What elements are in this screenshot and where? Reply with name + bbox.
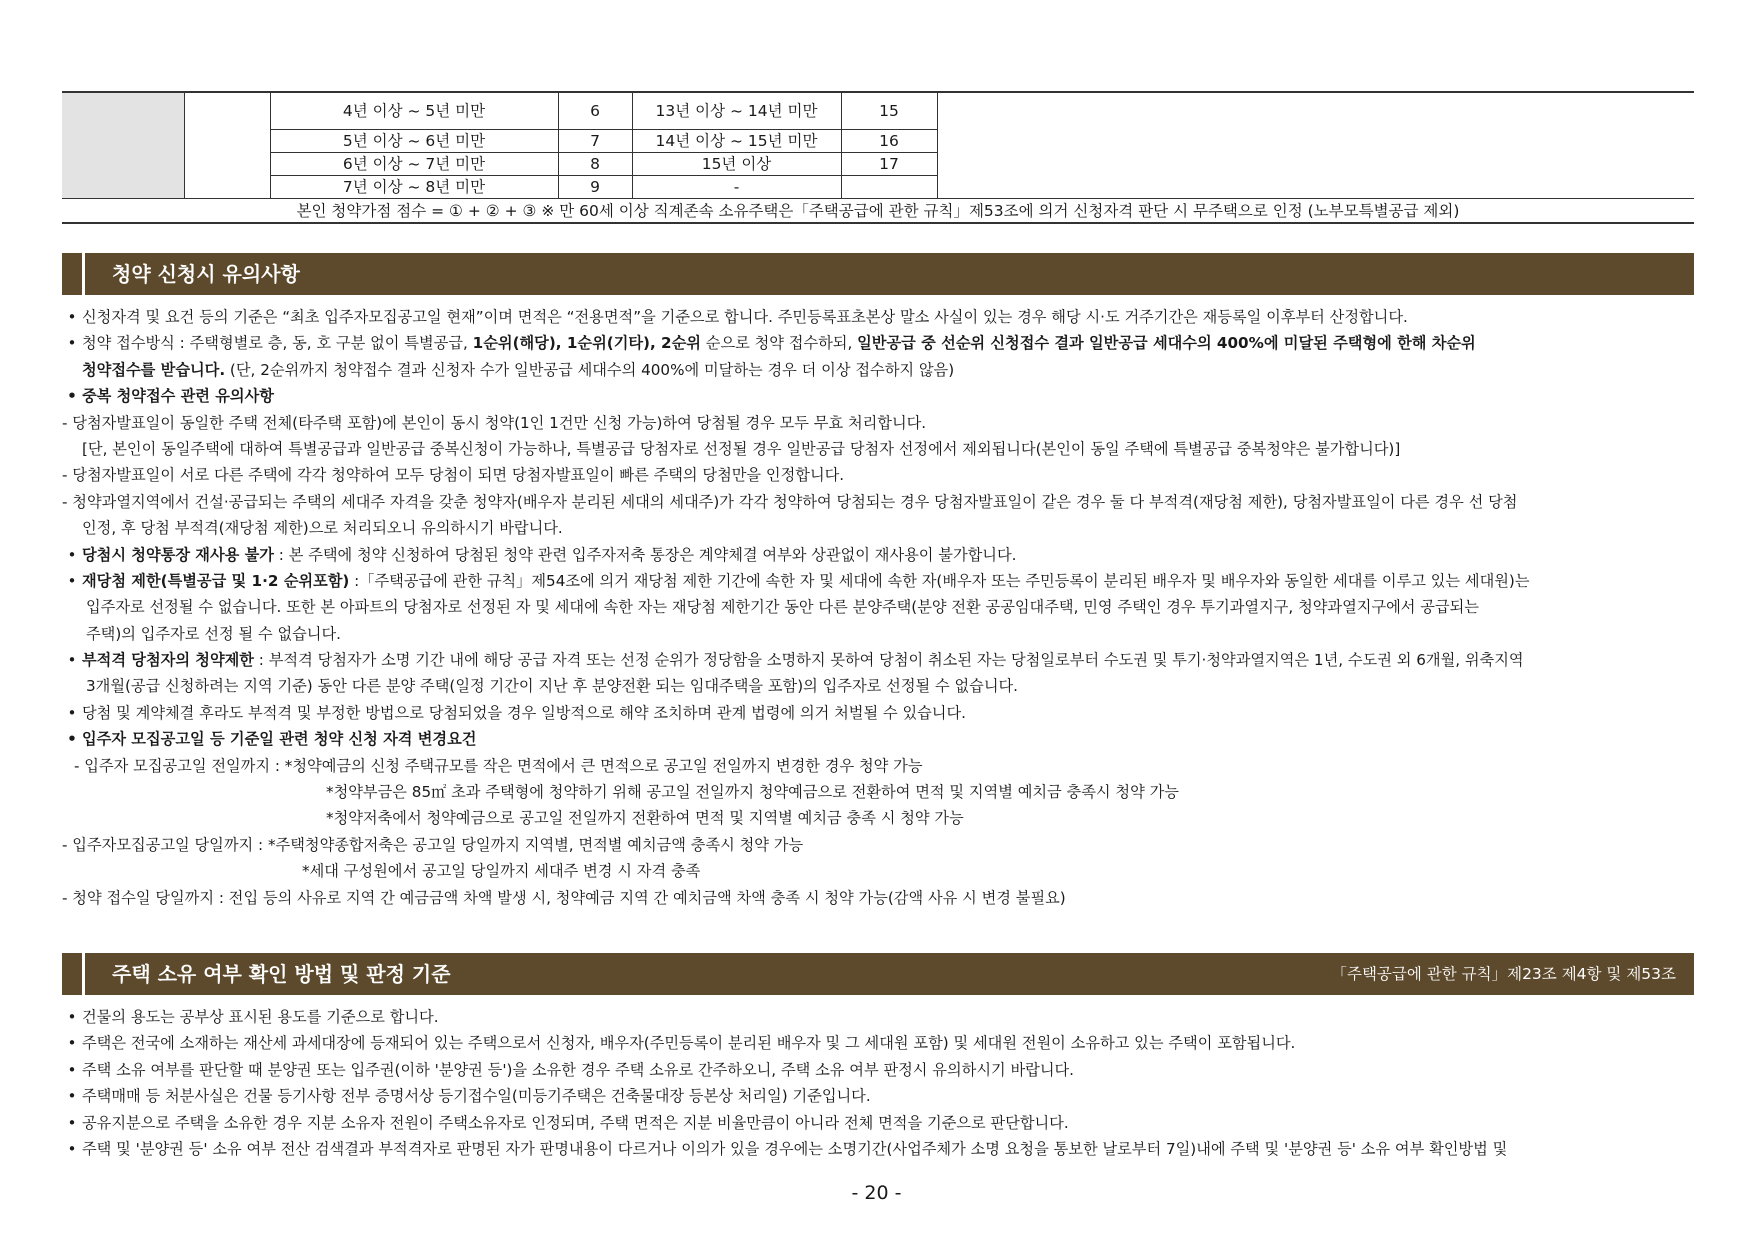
blank-cell — [184, 92, 270, 199]
list-item: - 입주자모집공고일 당일까지 : *주택청약종합저축은 공고일 당일까지 지역별, 면적별 예치금액 충족시 청약 가능 — [62, 835, 804, 854]
section-header-application-notes — [62, 253, 1694, 295]
list-item-continuation: 3개월(공급 신청하려는 지역 기준) 동안 다른 분양 주택(일정 기간이 지난 후 분양전환 되는 임대주택을 포함)의 입주자로 선정될 수 없습니다. — [86, 677, 1019, 696]
list-item: - 청약 접수일 당일까지 : 전입 등의 사유로 지역 간 예금금액 차액 발생 시, 청약예금 지역 간 예치금액 차액 충족 시 청약 가능(감액 사유 시 변경 불필요) — [62, 888, 1066, 907]
list-item: - 입주자 모집공고일 전일까지 : *청약예금의 신청 주택규모를 작은 면적에서 큰 면적으로 공고일 전일까지 변경한 경우 청약 가능 — [74, 756, 923, 775]
score-cell: 17 — [841, 153, 937, 176]
list-item: • 주택 소유 여부를 판단할 때 분양권 또는 입주권(이하 '분양권 등')을 소유한 경우 주택 소유로 간주하오니, 주택 소유 여부 판정시 유의하시기 바랍니다. — [62, 1057, 1702, 1083]
score-cell: 7 — [558, 130, 632, 153]
row-header-cell — [62, 92, 184, 199]
score-cell: 15 — [841, 92, 937, 130]
list-item: • 중복 청약접수 관련 유의사항 — [62, 383, 1702, 409]
bullet-icon: • — [67, 308, 77, 326]
bullet-icon: • — [67, 1008, 77, 1026]
header-accent-bar — [82, 253, 85, 295]
list-item: • 청약 접수방식 : 주택형별로 층, 동, 호 구분 없이 특별공급, 1순위(해당), 1순위(기타), 2순위 순으로 청약 접수하되, 일반공급 중 선순위 신청접수 결과 일반공급 세대수의 400%에 미달된 주택형에 한해 차순위 — [62, 330, 1702, 356]
score-table — [62, 91, 1694, 224]
list-item-continuation: *청약부금은 85㎡ 초과 주택형에 청약하기 위해 공고일 전일까지 청약예금으로 전환하여 면적 및 지역별 예치금 충족시 청약 가능 — [326, 783, 1179, 802]
list-item: • 주택 및 '분양권 등' 소유 여부 전산 검색결과 부적격자로 판명된 자가 판명내용이 다르거나 이의가 있을 경우에는 소명기간(사업주체가 소명 요청을 통보한 날로부터 7일)내에 주택 및 '분양권 등' 소유 여부 확인방법 및 — [62, 1136, 1702, 1162]
period-cell: 13년 이상 ~ 14년 미만 — [632, 92, 841, 130]
list-item: • 공유지분으로 주택을 소유한 경우 지분 소유자 전원이 주택소유자로 인정되며, 주택 면적은 지분 비율만큼이 아니라 전체 면적을 기준으로 판단합니다. — [62, 1110, 1702, 1136]
list-item-continuation: 입주자로 선정될 수 없습니다. 또한 본 아파트의 당첨자로 선정된 자 및 세대에 속한 자는 재당첨 제한기간 동안 다른 분양주택(분양 전환 공공임대주택, 민영 주택인 경우 투기과열지구, 청약과열지구에서 공급되는 — [86, 598, 1479, 617]
bullet-icon: • — [67, 1139, 77, 1158]
section-reference: 「주택공급에 관한 규칙」제23조 제4항 및 제53조 — [1331, 965, 1676, 983]
bullet-icon: • — [67, 730, 77, 749]
score-cell: 8 — [558, 153, 632, 176]
score-cell: 9 — [558, 176, 632, 199]
list-item-continuation: [단, 본인이 동일주택에 대하여 특별공급과 일반공급 중복신청이 가능하나, 특별공급 당첨자로 선정될 경우 일반공급 당첨자 선정에서 제외됩니다(본인이 동일 주택에 특별공급 중복청약은 불가합니다)] — [82, 439, 1401, 458]
period-cell: 14년 이상 ~ 15년 미만 — [632, 130, 841, 153]
period-cell: 5년 이상 ~ 6년 미만 — [270, 130, 558, 153]
period-cell: 15년 이상 — [632, 153, 841, 176]
bullet-icon: • — [67, 334, 77, 353]
bullet-icon: • — [67, 387, 77, 406]
score-cell — [841, 176, 937, 199]
bullet-icon: • — [67, 1113, 77, 1132]
list-item: • 주택은 전국에 소재하는 재산세 과세대장에 등재되어 있는 주택으로서 신청자, 배우자(주민등록이 분리된 배우자 및 그 세대원 포함) 및 세대원 전원이 소유하고 있는 주택이 포함됩니다. — [62, 1030, 1702, 1056]
bullet-icon: • — [67, 1034, 77, 1053]
period-cell: 4년 이상 ~ 5년 미만 — [270, 92, 558, 130]
list-item: • 당첨 및 계약체결 후라도 부적격 및 부정한 방법으로 당첨되었을 경우 일방적으로 해약 조치하며 관계 법령에 의거 처벌될 수 있습니다. — [62, 700, 1702, 726]
list-item: • 신청자격 및 요건 등의 기준은 “최초 입주자모집공고일 현재”이며 면적은 “전용면적”을 기준으로 합니다. 주민등록표초본상 말소 사실이 있는 경우 해당 시·도 거주기간은 재등록일 이후부터 산정합니다. — [62, 304, 1702, 330]
list-item: • 입주자 모집공고일 등 기준일 관련 청약 신청 자격 변경요건 — [62, 726, 1702, 752]
list-item-continuation: 인정, 후 당첨 부적격(재당첨 제한)으로 처리되오니 유의하시기 바랍니다. — [82, 519, 563, 538]
bullet-icon: • — [67, 651, 77, 670]
list-item-continuation: *청약저축에서 청약예금으로 공고일 전일까지 전환하여 면적 및 지역별 예치금 충족 시 청약 가능 — [326, 809, 964, 828]
formula-row — [62, 199, 1694, 224]
list-item-continuation: 청약접수를 받습니다. (단, 2순위까지 청약접수 결과 신청자 수가 일반공급 세대수의 400%에 미달하는 경우 더 이상 접수하지 않음) — [82, 360, 955, 379]
score-cell: 16 — [841, 130, 937, 153]
section-body-application-notes — [62, 304, 1702, 911]
list-item: • 당첨시 청약통장 재사용 불가 : 본 주택에 청약 신청하여 당첨된 청약 관련 입주자저축 통장은 계약체결 여부와 상관없이 재사용이 불가합니다. — [62, 542, 1702, 568]
period-cell: - — [632, 176, 841, 199]
page-number: - 20 - — [851, 1182, 902, 1204]
section-title: 청약 신청시 유의사항 — [112, 262, 300, 286]
score-cell: 6 — [558, 92, 632, 130]
list-item: • 재당첨 제한(특별공급 및 1·2 순위포함) :「주택공급에 관한 규칙」제54조에 의거 재당첨 제한 기간에 속한 자 및 세대에 속한 자(배우자 또는 주민등록이 분리된 배우자 및 배우자와 동일한 세대를 이루고 있는 세대원)는 — [62, 568, 1702, 594]
list-item: - 청약과열지역에서 건설·공급되는 주택의 세대주 자격을 갖춘 청약자(배우자 분리된 세대의 세대주)가 각각 청약하여 당첨되는 경우 당첨자발표일이 같은 경우 둘 다 부적격(재당첨 제한), 당첨자발표일이 다른 경우 선 당첨 — [62, 492, 1518, 511]
list-item: • 건물의 용도는 공부상 표시된 용도를 기준으로 합니다. — [62, 1004, 1702, 1030]
list-item-continuation: 주택)의 입주자로 선정 될 수 없습니다. — [86, 624, 341, 643]
list-item-continuation: *세대 구성원에서 공고일 당일까지 세대주 변경 시 자격 충족 — [302, 862, 701, 881]
table-row — [62, 92, 1694, 130]
header-accent-bar — [82, 953, 85, 995]
list-item: • 부적격 당첨자의 청약제한 : 부적격 당첨자가 소명 기간 내에 해당 공급 자격 또는 선정 순위가 정당함을 소명하지 못하여 당첨이 취소된 자는 당첨일로부터 수도권 및 투기·청약과열지역은 1년, 수도권 외 6개월, 위축지역 — [62, 647, 1702, 673]
period-cell: 6년 이상 ~ 7년 미만 — [270, 153, 558, 176]
empty-cell — [937, 92, 1694, 199]
bullet-icon: • — [67, 545, 77, 564]
list-item: • 주택매매 등 처분사실은 건물 등기사항 전부 증명서상 등기접수일(미등기주택은 건축물대장 등본상 처리일) 기준입니다. — [62, 1083, 1702, 1109]
period-cell: 7년 이상 ~ 8년 미만 — [270, 176, 558, 199]
bullet-icon: • — [67, 571, 77, 590]
bullet-icon: • — [67, 1087, 77, 1106]
bullet-icon: • — [67, 1060, 77, 1079]
section-header-housing-ownership — [62, 953, 1694, 995]
list-item: - 당첨자발표일이 동일한 주택 전체(타주택 포함)에 본인이 동시 청약(1인 1건만 신청 가능)하여 당첨될 경우 모두 무효 처리합니다. — [62, 413, 927, 432]
score-formula: 본인 청약가점 점수 = ① + ② + ③ ※ 만 60세 이상 직계존속 소유주택은「주택공급에 관한 규칙」제53조에 의거 신청자격 판단 시 무주택으로 인정 (노부모특별공급 제외) — [62, 199, 1694, 224]
section-title: 주택 소유 여부 확인 방법 및 판정 기준 — [112, 962, 451, 986]
list-item: - 당첨자발표일이 서로 다른 주택에 각각 청약하여 모두 당첨이 되면 당첨자발표일이 빠른 주택의 당첨만을 인정합니다. — [62, 466, 845, 485]
bullet-icon: • — [67, 703, 77, 722]
section-body-housing-ownership — [62, 1004, 1702, 1162]
